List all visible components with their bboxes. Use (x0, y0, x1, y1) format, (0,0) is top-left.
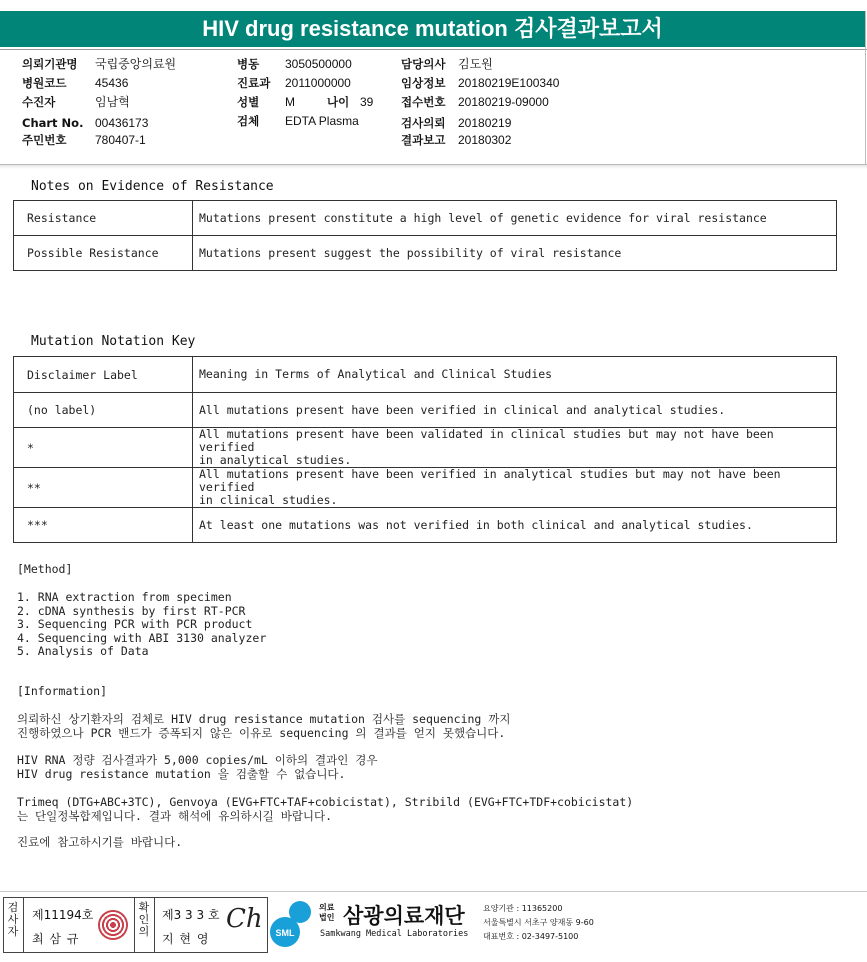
clinical-info-label: 임상정보 (401, 76, 446, 90)
department-value: 2011000000 (285, 76, 351, 90)
doctor-value: 김도원 (458, 57, 493, 71)
report-title-banner: HIV drug resistance mutation 검사결과보고서 (0, 11, 865, 47)
signature-box (3, 897, 268, 953)
specimen-label: 검체 (237, 114, 260, 128)
information-closing: 진료에 참고하시기를 바랍니다. (17, 835, 183, 849)
information-paragraph: HIV RNA 정량 검사결과가 5,000 copies/mL 이하의 결과인 경우 HIV drug resistance mutation 을 검출할 수 없습니다. (17, 753, 378, 781)
notation-header-text: Meaning in Terms of Analytical and Clinical Studies (193, 357, 837, 393)
receipt-no-value: 20180219-09000 (458, 95, 549, 109)
evidence-section-title: Notes on Evidence of Resistance (31, 179, 274, 194)
hospital-code-label: 병원코드 (22, 76, 67, 90)
notation-label-cell: * (14, 428, 193, 468)
method-steps (17, 591, 266, 659)
specimen-value: EDTA Plasma (285, 114, 359, 128)
patient-name-label: 수진자 (22, 95, 56, 109)
report-date-value: 20180302 (458, 133, 512, 147)
department-label: 진료과 (237, 76, 271, 90)
notation-text-cell: All mutations present have been verified in clinical and analytical studies. (193, 393, 837, 428)
header-shadow (0, 165, 867, 169)
seal-icon (98, 910, 128, 940)
method-step: 5. Analysis of Data (17, 644, 149, 658)
confirmer-name: 지 현 영 (162, 932, 210, 946)
confirmer-label: 확인의 (138, 901, 150, 938)
notation-label-cell: (no label) (14, 393, 193, 428)
institution-value: 국립중앙의료원 (95, 57, 177, 71)
table-row (14, 428, 837, 468)
resident-no-label: 주민번호 (22, 133, 67, 147)
examiner-name: 최 삼 규 (32, 932, 80, 946)
request-date-value: 20180219 (458, 116, 512, 130)
doctor-label: 담당의사 (401, 57, 446, 71)
clinical-info-value: 20180219E100340 (458, 76, 560, 90)
notation-header-label: Disclaimer Label (14, 357, 193, 393)
information-paragraph: 의뢰하신 상기환자의 검체로 HIV drug resistance mutation 검사를 sequencing 까지 진행하였으나 PCR 밴드가 증폭되지 않은 이유로 sequencing 의 결과를 얻지 못했습니다. (17, 712, 511, 740)
evidence-label-cell: Resistance (14, 201, 193, 236)
ward-label: 병동 (237, 57, 260, 71)
examiner-license: 제11194호 (32, 908, 94, 922)
method-title: [Method] (17, 562, 73, 576)
table-row (14, 468, 837, 508)
notation-section-title: Mutation Notation Key (31, 334, 196, 349)
notation-text-cell: All mutations present have been verified in analytical studies but may not have been verified in clinical studies. (193, 468, 837, 508)
resident-no-value: 780407-1 (95, 133, 146, 147)
information-paragraph: Trimeq (DTG+ABC+3TC), Genvoya (EVG+FTC+TAF+cobicistat), Stribild (EVG+FTC+TDF+cobicistat) 는 단일정복합제입니다. 결과 해석에 유의하시길 바랍니다. (17, 795, 634, 823)
method-step: 1. RNA extraction from specimen (17, 590, 232, 604)
evidence-text-cell: Mutations present constitute a high level of genetic evidence for viral resistance (193, 201, 837, 236)
request-date-label: 검사의뢰 (401, 116, 446, 130)
institution-label: 의뢰기관명 (22, 57, 78, 71)
org-address: 서울특별시 서초구 양재동 9-60 (483, 918, 594, 927)
org-name: 삼광의료재단 (343, 904, 465, 928)
header-frame-edge (865, 11, 866, 166)
notation-text-cell: At least one mutations was not verified in both clinical and analytical studies. (193, 508, 837, 543)
sex-value: M (285, 95, 295, 109)
table-row (14, 393, 837, 428)
org-phone: 대표번호 : 02-3497-5100 (483, 932, 579, 941)
information-title: [Information] (17, 684, 108, 698)
org-type: 의료 법인 (319, 903, 335, 922)
org-english-name: Samkwang Medical Laboratories (320, 929, 469, 939)
ward-value: 3050500000 (285, 57, 352, 71)
table-row (14, 236, 837, 271)
method-step: 4. Sequencing with ABI 3130 analyzer (17, 630, 267, 645)
notation-text-cell: All mutations present have been validated in clinical studies but may not have been verified in analytical studies. (193, 428, 837, 468)
confirmer-license: 제3 3 3 호 (162, 908, 220, 922)
care-org-number: 요양기관 : 11365200 (483, 904, 563, 913)
footer-divider (0, 891, 867, 892)
sex-label: 성별 (237, 95, 260, 109)
logo-text: SML (275, 928, 295, 938)
signature-icon: Ch (226, 904, 263, 934)
examiner-label: 검사자 (7, 901, 19, 938)
evidence-table (13, 200, 837, 271)
report-date-label: 결과보고 (401, 133, 446, 147)
evidence-label-cell: Possible Resistance (14, 236, 193, 271)
table-row (14, 201, 837, 236)
table-row (14, 357, 837, 393)
sml-logo-icon (270, 898, 316, 948)
evidence-text-cell: Mutations present suggest the possibility of viral resistance (193, 236, 837, 271)
method-step: 2. cDNA synthesis by first RT-PCR (17, 603, 246, 618)
receipt-no-label: 접수번호 (401, 95, 446, 109)
chart-no-label: Chart No. (22, 116, 84, 130)
chart-no-value: 00436173 (95, 116, 149, 130)
hospital-code-value: 45436 (95, 76, 129, 90)
age-label: 나이 (327, 95, 350, 109)
table-row (14, 508, 837, 543)
notation-label-cell: ** (14, 468, 193, 508)
age-value: 39 (360, 95, 374, 109)
patient-name-value: 임남혁 (95, 95, 130, 109)
notation-table (13, 356, 837, 543)
method-step: 3. Sequencing PCR with PCR product (17, 617, 253, 631)
banner-divider (0, 49, 867, 50)
notation-label-cell: *** (14, 508, 193, 543)
